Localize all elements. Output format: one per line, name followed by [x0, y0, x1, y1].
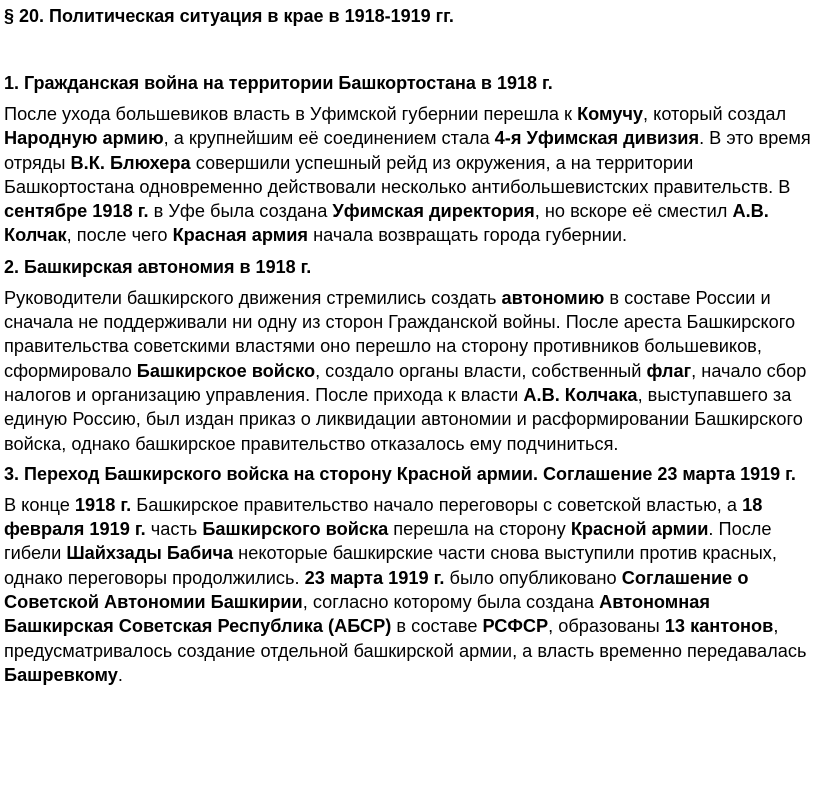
body-text-run: начала возвращать города губернии.: [308, 225, 628, 246]
page-title: § 20. Политическая ситуация в крае в 1918-1919 гг.: [4, 6, 454, 26]
body-text-run: , создало органы власти, собственный: [315, 360, 647, 381]
body-text-run: перешла на сторону: [388, 519, 571, 540]
emphasized-term: Народную армию: [4, 128, 164, 149]
body-text-run: некоторые башкирские части снова выступили против красных, однако переговоры продолжились.: [4, 543, 777, 588]
body-text-run: , предусматривалось создание отдельной башкирской армии, а власть временно передавалась: [4, 616, 807, 661]
emphasized-term: Комучу: [577, 104, 644, 124]
body-text-run: , согласно которому была создана: [302, 592, 600, 613]
emphasized-term: В.К. Блюхера: [70, 152, 191, 173]
section-heading: 1. Гражданская война на территории Башкортостана в 1918 г.: [4, 73, 553, 93]
emphasized-term: 1918 г.: [74, 494, 132, 515]
emphasized-term: Башкирское войско: [136, 360, 316, 381]
body-text-run: в составе России и сначала не поддерживали ни одну из сторон Гражданской войны. После ареста Башкирского правительства советскими властями оно перешло на сторону противников большевиков, сформировало: [4, 287, 796, 381]
emphasized-term: 18 февраля 1919 г.: [4, 494, 763, 540]
section-body: [4, 286, 821, 456]
section-heading: 2. Башкирская автономия в 1918 г.: [4, 256, 312, 277]
body-text-run: было опубликовано: [444, 567, 622, 588]
body-text-run: в Уфе была создана: [148, 201, 333, 222]
body-text-run: совершили успешный рейд из окружения, а на территории Башкортостана одновременно действовали несколько антибольшевистских правительств. В: [4, 152, 791, 197]
emphasized-term: 13 кантонов: [664, 616, 774, 637]
emphasized-term: Башревкому: [4, 664, 118, 685]
section-body: [4, 102, 821, 248]
body-text-run: , а крупнейшим её соединением стала: [163, 128, 495, 149]
section-bashkir-autonomy-1918: [4, 255, 821, 456]
emphasized-term: 23 марта 1919 г.: [304, 567, 445, 588]
body-text-run: . В это время отряды: [4, 128, 811, 173]
section-civil-war-1918: [4, 71, 821, 248]
emphasized-term: А.В. Колчак: [4, 201, 769, 246]
emphasized-term: Шайхзады Бабича: [66, 543, 234, 564]
body-text-run: в составе: [391, 616, 483, 637]
body-text-run: , выступавшего за единую Россию, был издан приказ о ликвидации автономии и расформировании Башкирского войска, однако башкирское правительство отказалось ему подчиниться.: [4, 384, 803, 454]
body-text-run: .: [117, 664, 123, 685]
body-text-run: . После гибели: [4, 519, 772, 564]
emphasized-term: А.В. Колчака: [523, 384, 638, 405]
section-heading: 3. Переход Башкирского войска на сторону Красной армии. Соглашение 23 марта 1919 г.: [4, 463, 796, 484]
body-text-run: , начало сбор налогов и организацию управления. После прихода к власти: [4, 360, 807, 405]
emphasized-term: Красная армия: [172, 225, 309, 246]
emphasized-term: Автономная Башкирская Советская Республика (АБСР): [4, 592, 710, 637]
emphasized-term: Башкирского войска: [202, 519, 389, 540]
emphasized-term: Уфимская директория: [332, 201, 535, 222]
emphasized-term: РСФСР: [482, 616, 549, 637]
body-text-run: Руководители башкирского движения стремились создать: [4, 287, 502, 308]
body-text-run: , образованы: [548, 616, 665, 637]
emphasized-term: сентябре 1918 г.: [4, 201, 149, 222]
body-text-run: часть: [145, 519, 203, 540]
body-text-run: В конце: [4, 494, 75, 515]
section-body: [4, 493, 821, 687]
section-transition-to-red-army: [4, 462, 821, 687]
emphasized-term: флаг: [646, 360, 692, 381]
emphasized-term: автономию: [501, 287, 605, 308]
emphasized-term: Соглашение о Советской Автономии Башкирии: [4, 567, 749, 613]
body-text-run: , после чего: [66, 225, 173, 246]
body-text-run: После ухода большевиков власть в Уфимской губернии перешла к: [4, 104, 578, 124]
emphasized-term: 4-я Уфимская дивизия: [494, 128, 700, 149]
body-text-run: , который создал: [643, 104, 787, 124]
body-text-run: Башкирское правительство начало переговоры с советской властью, а: [131, 494, 743, 515]
body-text-run: , но вскоре её сместил: [534, 201, 733, 222]
emphasized-term: Красной армии: [570, 519, 709, 540]
